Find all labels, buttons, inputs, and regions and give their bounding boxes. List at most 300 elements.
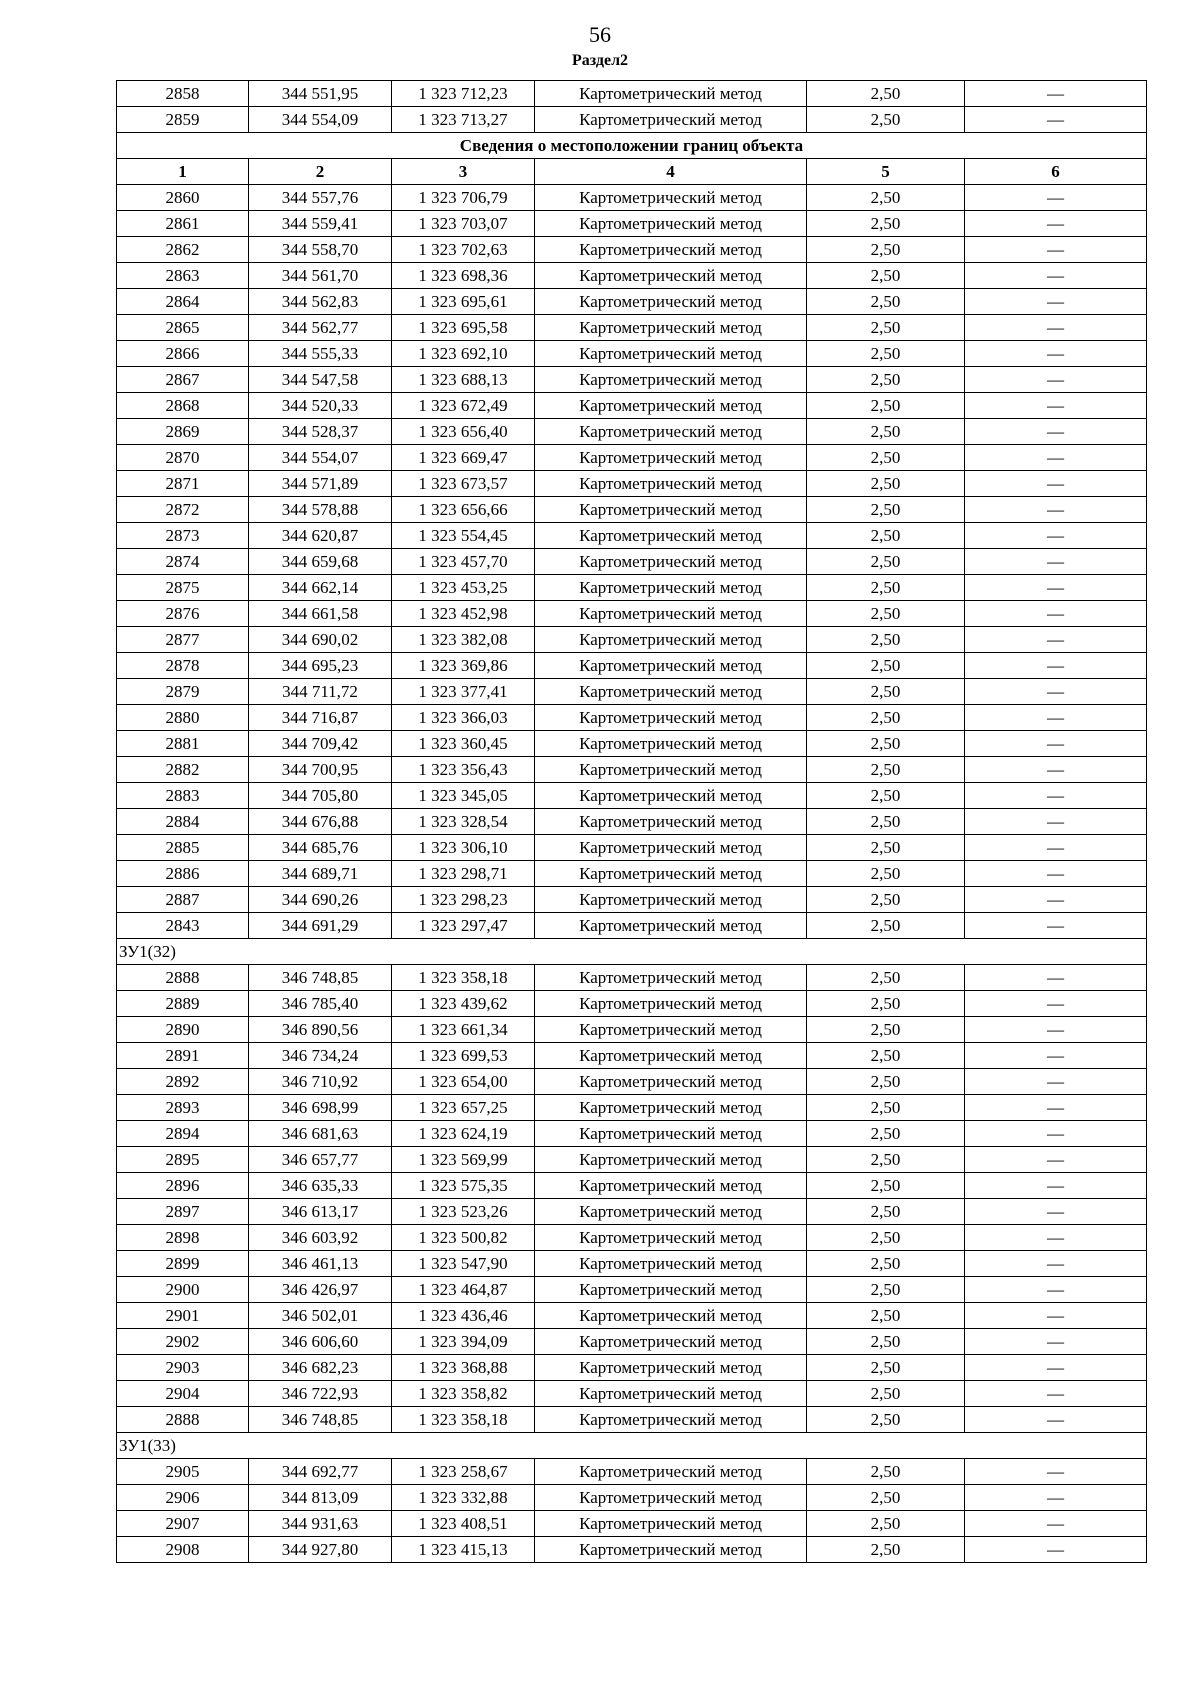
table-row xyxy=(117,1459,1147,1485)
description-cell: — xyxy=(965,549,1147,575)
description-cell: — xyxy=(965,523,1147,549)
method-cell: Картометрический метод xyxy=(535,965,807,991)
x-coordinate-cell: 344 931,63 xyxy=(249,1511,392,1537)
point-number-cell: 2884 xyxy=(117,809,249,835)
column-header: 3 xyxy=(392,159,535,185)
description-cell: — xyxy=(965,1355,1147,1381)
description-cell: — xyxy=(965,1121,1147,1147)
table-row xyxy=(117,497,1147,523)
point-number-cell: 2886 xyxy=(117,861,249,887)
method-cell: Картометрический метод xyxy=(535,289,807,315)
x-coordinate-cell: 346 426,97 xyxy=(249,1277,392,1303)
accuracy-cell: 2,50 xyxy=(807,1225,965,1251)
method-cell: Картометрический метод xyxy=(535,1485,807,1511)
y-coordinate-cell: 1 323 358,18 xyxy=(392,965,535,991)
x-coordinate-cell: 346 606,60 xyxy=(249,1329,392,1355)
table-row xyxy=(117,341,1147,367)
point-number-cell: 2881 xyxy=(117,731,249,757)
table-row xyxy=(117,81,1147,107)
accuracy-cell: 2,50 xyxy=(807,185,965,211)
point-number-cell: 2885 xyxy=(117,835,249,861)
point-number-cell: 2861 xyxy=(117,211,249,237)
method-cell: Картометрический метод xyxy=(535,861,807,887)
accuracy-cell: 2,50 xyxy=(807,523,965,549)
table-row xyxy=(117,315,1147,341)
x-coordinate-cell: 346 734,24 xyxy=(249,1043,392,1069)
point-number-cell: 2904 xyxy=(117,1381,249,1407)
method-cell: Картометрический метод xyxy=(535,1459,807,1485)
method-cell: Картометрический метод xyxy=(535,263,807,289)
x-coordinate-cell: 344 709,42 xyxy=(249,731,392,757)
x-coordinate-cell: 344 676,88 xyxy=(249,809,392,835)
section-title: Раздел2 xyxy=(571,52,629,69)
accuracy-cell: 2,50 xyxy=(807,991,965,1017)
accuracy-cell: 2,50 xyxy=(807,965,965,991)
accuracy-cell: 2,50 xyxy=(807,471,965,497)
point-number-cell: 2893 xyxy=(117,1095,249,1121)
description-cell: — xyxy=(965,1199,1147,1225)
accuracy-cell: 2,50 xyxy=(807,1303,965,1329)
table-row xyxy=(117,471,1147,497)
accuracy-cell: 2,50 xyxy=(807,1355,965,1381)
method-cell: Картометрический метод xyxy=(535,1225,807,1251)
x-coordinate-cell: 344 690,26 xyxy=(249,887,392,913)
y-coordinate-cell: 1 323 360,45 xyxy=(392,731,535,757)
description-cell: — xyxy=(965,1251,1147,1277)
description-cell: — xyxy=(965,315,1147,341)
accuracy-cell: 2,50 xyxy=(807,627,965,653)
point-number-cell: 2870 xyxy=(117,445,249,471)
y-coordinate-cell: 1 323 453,25 xyxy=(392,575,535,601)
x-coordinate-cell: 344 557,76 xyxy=(249,185,392,211)
accuracy-cell: 2,50 xyxy=(807,1381,965,1407)
table-row xyxy=(117,887,1147,913)
point-number-cell: 2869 xyxy=(117,419,249,445)
point-number-cell: 2865 xyxy=(117,315,249,341)
y-coordinate-cell: 1 323 368,88 xyxy=(392,1355,535,1381)
point-number-cell: 2898 xyxy=(117,1225,249,1251)
description-cell: — xyxy=(965,783,1147,809)
table-row xyxy=(117,601,1147,627)
accuracy-cell: 2,50 xyxy=(807,1173,965,1199)
table-body xyxy=(117,81,1147,1563)
y-coordinate-cell: 1 323 554,45 xyxy=(392,523,535,549)
method-cell: Картометрический метод xyxy=(535,419,807,445)
x-coordinate-cell: 344 555,33 xyxy=(249,341,392,367)
method-cell: Картометрический метод xyxy=(535,679,807,705)
description-cell: — xyxy=(965,497,1147,523)
x-coordinate-cell: 344 813,09 xyxy=(249,1485,392,1511)
method-cell: Картометрический метод xyxy=(535,757,807,783)
point-number-cell: 2887 xyxy=(117,887,249,913)
x-coordinate-cell: 344 661,58 xyxy=(249,601,392,627)
x-coordinate-cell: 344 620,87 xyxy=(249,523,392,549)
x-coordinate-cell: 344 700,95 xyxy=(249,757,392,783)
point-number-cell: 2906 xyxy=(117,1485,249,1511)
point-number-cell: 2871 xyxy=(117,471,249,497)
x-coordinate-cell: 344 562,77 xyxy=(249,315,392,341)
parcel-group-row xyxy=(117,939,1147,965)
x-coordinate-cell: 344 685,76 xyxy=(249,835,392,861)
accuracy-cell: 2,50 xyxy=(807,263,965,289)
description-cell: — xyxy=(965,289,1147,315)
table-row xyxy=(117,1121,1147,1147)
description-cell: — xyxy=(965,107,1147,133)
description-cell: — xyxy=(965,1329,1147,1355)
description-cell: — xyxy=(965,913,1147,939)
accuracy-cell: 2,50 xyxy=(807,1511,965,1537)
method-cell: Картометрический метод xyxy=(535,809,807,835)
table-row xyxy=(117,185,1147,211)
point-number-cell: 2896 xyxy=(117,1173,249,1199)
point-number-cell: 2908 xyxy=(117,1537,249,1563)
point-number-cell: 2877 xyxy=(117,627,249,653)
table-row xyxy=(117,1095,1147,1121)
y-coordinate-cell: 1 323 366,03 xyxy=(392,705,535,731)
x-coordinate-cell: 346 461,13 xyxy=(249,1251,392,1277)
point-number-cell: 2859 xyxy=(117,107,249,133)
parcel-group-row xyxy=(117,1433,1147,1459)
description-cell: — xyxy=(965,731,1147,757)
method-cell: Картометрический метод xyxy=(535,315,807,341)
y-coordinate-cell: 1 323 382,08 xyxy=(392,627,535,653)
y-coordinate-cell: 1 323 523,26 xyxy=(392,1199,535,1225)
table-row xyxy=(117,1225,1147,1251)
x-coordinate-cell: 346 722,93 xyxy=(249,1381,392,1407)
table-row xyxy=(117,523,1147,549)
method-cell: Картометрический метод xyxy=(535,523,807,549)
accuracy-cell: 2,50 xyxy=(807,705,965,731)
x-coordinate-cell: 344 689,71 xyxy=(249,861,392,887)
y-coordinate-cell: 1 323 358,18 xyxy=(392,1407,535,1433)
x-coordinate-cell: 344 528,37 xyxy=(249,419,392,445)
x-coordinate-cell: 344 571,89 xyxy=(249,471,392,497)
x-coordinate-cell: 344 662,14 xyxy=(249,575,392,601)
y-coordinate-cell: 1 323 377,41 xyxy=(392,679,535,705)
point-number-cell: 2862 xyxy=(117,237,249,263)
table-row xyxy=(117,549,1147,575)
x-coordinate-cell: 344 558,70 xyxy=(249,237,392,263)
point-number-cell: 2866 xyxy=(117,341,249,367)
table-row xyxy=(117,1303,1147,1329)
x-coordinate-cell: 344 690,02 xyxy=(249,627,392,653)
table-row xyxy=(117,627,1147,653)
description-cell: — xyxy=(965,1043,1147,1069)
description-cell: — xyxy=(965,1277,1147,1303)
y-coordinate-cell: 1 323 669,47 xyxy=(392,445,535,471)
description-cell: — xyxy=(965,81,1147,107)
table-row xyxy=(117,1329,1147,1355)
y-coordinate-cell: 1 323 706,79 xyxy=(392,185,535,211)
x-coordinate-cell: 344 559,41 xyxy=(249,211,392,237)
y-coordinate-cell: 1 323 394,09 xyxy=(392,1329,535,1355)
x-coordinate-cell: 346 748,85 xyxy=(249,965,392,991)
x-coordinate-cell: 344 554,09 xyxy=(249,107,392,133)
y-coordinate-cell: 1 323 569,99 xyxy=(392,1147,535,1173)
point-number-cell: 2897 xyxy=(117,1199,249,1225)
point-number-cell: 2900 xyxy=(117,1277,249,1303)
x-coordinate-cell: 346 681,63 xyxy=(249,1121,392,1147)
description-cell: — xyxy=(965,809,1147,835)
method-cell: Картометрический метод xyxy=(535,705,807,731)
point-number-cell: 2867 xyxy=(117,367,249,393)
table-row xyxy=(117,861,1147,887)
method-cell: Картометрический метод xyxy=(535,367,807,393)
description-cell: — xyxy=(965,679,1147,705)
accuracy-cell: 2,50 xyxy=(807,757,965,783)
point-number-cell: 2895 xyxy=(117,1147,249,1173)
table-row xyxy=(117,757,1147,783)
description-cell: — xyxy=(965,419,1147,445)
method-cell: Картометрический метод xyxy=(535,1173,807,1199)
y-coordinate-cell: 1 323 258,67 xyxy=(392,1459,535,1485)
table-row xyxy=(117,445,1147,471)
point-number-cell: 2864 xyxy=(117,289,249,315)
table-row xyxy=(117,1173,1147,1199)
x-coordinate-cell: 344 547,58 xyxy=(249,367,392,393)
description-cell: — xyxy=(965,965,1147,991)
accuracy-cell: 2,50 xyxy=(807,393,965,419)
method-cell: Картометрический метод xyxy=(535,1017,807,1043)
x-coordinate-cell: 346 698,99 xyxy=(249,1095,392,1121)
accuracy-cell: 2,50 xyxy=(807,419,965,445)
accuracy-cell: 2,50 xyxy=(807,1147,965,1173)
x-coordinate-cell: 344 562,83 xyxy=(249,289,392,315)
y-coordinate-cell: 1 323 703,07 xyxy=(392,211,535,237)
y-coordinate-cell: 1 323 692,10 xyxy=(392,341,535,367)
accuracy-cell: 2,50 xyxy=(807,549,965,575)
description-cell: — xyxy=(965,393,1147,419)
column-header: 2 xyxy=(249,159,392,185)
description-cell: — xyxy=(965,1017,1147,1043)
description-cell: — xyxy=(965,1147,1147,1173)
y-coordinate-cell: 1 323 672,49 xyxy=(392,393,535,419)
method-cell: Картометрический метод xyxy=(535,991,807,1017)
table-row xyxy=(117,107,1147,133)
x-coordinate-cell: 344 711,72 xyxy=(249,679,392,705)
accuracy-cell: 2,50 xyxy=(807,887,965,913)
table-row xyxy=(117,1147,1147,1173)
y-coordinate-cell: 1 323 369,86 xyxy=(392,653,535,679)
description-cell: — xyxy=(965,991,1147,1017)
description-cell: — xyxy=(965,1069,1147,1095)
x-coordinate-cell: 344 520,33 xyxy=(249,393,392,419)
method-cell: Картометрический метод xyxy=(535,1147,807,1173)
point-number-cell: 2889 xyxy=(117,991,249,1017)
table-row xyxy=(117,1199,1147,1225)
y-coordinate-cell: 1 323 688,13 xyxy=(392,367,535,393)
description-cell: — xyxy=(965,237,1147,263)
y-coordinate-cell: 1 323 575,35 xyxy=(392,1173,535,1199)
x-coordinate-cell: 344 716,87 xyxy=(249,705,392,731)
table-row xyxy=(117,393,1147,419)
method-cell: Картометрический метод xyxy=(535,913,807,939)
accuracy-cell: 2,50 xyxy=(807,783,965,809)
point-number-cell: 2888 xyxy=(117,965,249,991)
column-header-row xyxy=(117,159,1147,185)
accuracy-cell: 2,50 xyxy=(807,913,965,939)
method-cell: Картометрический метод xyxy=(535,1511,807,1537)
description-cell: — xyxy=(965,653,1147,679)
y-coordinate-cell: 1 323 657,25 xyxy=(392,1095,535,1121)
point-number-cell: 2899 xyxy=(117,1251,249,1277)
column-header: 5 xyxy=(807,159,965,185)
accuracy-cell: 2,50 xyxy=(807,1485,965,1511)
x-coordinate-cell: 346 635,33 xyxy=(249,1173,392,1199)
point-number-cell: 2894 xyxy=(117,1121,249,1147)
table-row xyxy=(117,1407,1147,1433)
column-header: 4 xyxy=(535,159,807,185)
y-coordinate-cell: 1 323 328,54 xyxy=(392,809,535,835)
accuracy-cell: 2,50 xyxy=(807,1251,965,1277)
accuracy-cell: 2,50 xyxy=(807,861,965,887)
x-coordinate-cell: 346 890,56 xyxy=(249,1017,392,1043)
y-coordinate-cell: 1 323 698,36 xyxy=(392,263,535,289)
method-cell: Картометрический метод xyxy=(535,549,807,575)
y-coordinate-cell: 1 323 356,43 xyxy=(392,757,535,783)
method-cell: Картометрический метод xyxy=(535,835,807,861)
x-coordinate-cell: 344 578,88 xyxy=(249,497,392,523)
y-coordinate-cell: 1 323 699,53 xyxy=(392,1043,535,1069)
x-coordinate-cell: 344 691,29 xyxy=(249,913,392,939)
accuracy-cell: 2,50 xyxy=(807,237,965,263)
x-coordinate-cell: 346 710,92 xyxy=(249,1069,392,1095)
method-cell: Картометрический метод xyxy=(535,211,807,237)
point-number-cell: 2863 xyxy=(117,263,249,289)
x-coordinate-cell: 346 682,23 xyxy=(249,1355,392,1381)
y-coordinate-cell: 1 323 345,05 xyxy=(392,783,535,809)
y-coordinate-cell: 1 323 661,34 xyxy=(392,1017,535,1043)
x-coordinate-cell: 344 927,80 xyxy=(249,1537,392,1563)
accuracy-cell: 2,50 xyxy=(807,1199,965,1225)
y-coordinate-cell: 1 323 457,70 xyxy=(392,549,535,575)
table-row xyxy=(117,1017,1147,1043)
point-number-cell: 2879 xyxy=(117,679,249,705)
method-cell: Картометрический метод xyxy=(535,601,807,627)
column-header: 1 xyxy=(117,159,249,185)
table-row xyxy=(117,367,1147,393)
accuracy-cell: 2,50 xyxy=(807,1277,965,1303)
point-number-cell: 2901 xyxy=(117,1303,249,1329)
y-coordinate-cell: 1 323 500,82 xyxy=(392,1225,535,1251)
point-number-cell: 2873 xyxy=(117,523,249,549)
y-coordinate-cell: 1 323 702,63 xyxy=(392,237,535,263)
table-row xyxy=(117,263,1147,289)
description-cell: — xyxy=(965,1511,1147,1537)
method-cell: Картометрический метод xyxy=(535,185,807,211)
table-row xyxy=(117,679,1147,705)
method-cell: Картометрический метод xyxy=(535,1069,807,1095)
point-number-cell: 2860 xyxy=(117,185,249,211)
table-row xyxy=(117,575,1147,601)
table-row xyxy=(117,965,1147,991)
point-number-cell: 2858 xyxy=(117,81,249,107)
table-row xyxy=(117,731,1147,757)
y-coordinate-cell: 1 323 408,51 xyxy=(392,1511,535,1537)
method-cell: Картометрический метод xyxy=(535,445,807,471)
description-cell: — xyxy=(965,705,1147,731)
point-number-cell: 2880 xyxy=(117,705,249,731)
y-coordinate-cell: 1 323 358,82 xyxy=(392,1381,535,1407)
accuracy-cell: 2,50 xyxy=(807,1017,965,1043)
method-cell: Картометрический метод xyxy=(535,627,807,653)
y-coordinate-cell: 1 323 297,47 xyxy=(392,913,535,939)
accuracy-cell: 2,50 xyxy=(807,601,965,627)
description-cell: — xyxy=(965,1173,1147,1199)
method-cell: Картометрический метод xyxy=(535,497,807,523)
point-number-cell: 2903 xyxy=(117,1355,249,1381)
description-cell: — xyxy=(965,757,1147,783)
accuracy-cell: 2,50 xyxy=(807,315,965,341)
description-cell: — xyxy=(965,263,1147,289)
table-row xyxy=(117,211,1147,237)
accuracy-cell: 2,50 xyxy=(807,1069,965,1095)
y-coordinate-cell: 1 323 306,10 xyxy=(392,835,535,861)
table-row xyxy=(117,809,1147,835)
table-row xyxy=(117,1355,1147,1381)
accuracy-cell: 2,50 xyxy=(807,211,965,237)
point-number-cell: 2890 xyxy=(117,1017,249,1043)
x-coordinate-cell: 344 554,07 xyxy=(249,445,392,471)
y-coordinate-cell: 1 323 452,98 xyxy=(392,601,535,627)
point-number-cell: 2902 xyxy=(117,1329,249,1355)
point-number-cell: 2868 xyxy=(117,393,249,419)
x-coordinate-cell: 344 695,23 xyxy=(249,653,392,679)
table-caption-row xyxy=(117,133,1147,159)
y-coordinate-cell: 1 323 624,19 xyxy=(392,1121,535,1147)
description-cell: — xyxy=(965,1537,1147,1563)
description-cell: — xyxy=(965,471,1147,497)
x-coordinate-cell: 344 561,70 xyxy=(249,263,392,289)
description-cell: — xyxy=(965,445,1147,471)
method-cell: Картометрический метод xyxy=(535,1199,807,1225)
y-coordinate-cell: 1 323 695,61 xyxy=(392,289,535,315)
table-row xyxy=(117,705,1147,731)
accuracy-cell: 2,50 xyxy=(807,1537,965,1563)
table-row xyxy=(117,237,1147,263)
table-row xyxy=(117,991,1147,1017)
method-cell: Картометрический метод xyxy=(535,81,807,107)
description-cell: — xyxy=(965,1095,1147,1121)
table-row xyxy=(117,1251,1147,1277)
accuracy-cell: 2,50 xyxy=(807,1043,965,1069)
point-number-cell: 2878 xyxy=(117,653,249,679)
y-coordinate-cell: 1 323 654,00 xyxy=(392,1069,535,1095)
x-coordinate-cell: 344 659,68 xyxy=(249,549,392,575)
description-cell: — xyxy=(965,211,1147,237)
x-coordinate-cell: 346 785,40 xyxy=(249,991,392,1017)
table-row xyxy=(117,419,1147,445)
accuracy-cell: 2,50 xyxy=(807,445,965,471)
y-coordinate-cell: 1 323 332,88 xyxy=(392,1485,535,1511)
y-coordinate-cell: 1 323 695,58 xyxy=(392,315,535,341)
parcel-group-label: ЗУ1(32) xyxy=(117,939,1147,965)
description-cell: — xyxy=(965,1225,1147,1251)
y-coordinate-cell: 1 323 656,40 xyxy=(392,419,535,445)
x-coordinate-cell: 346 502,01 xyxy=(249,1303,392,1329)
y-coordinate-cell: 1 323 547,90 xyxy=(392,1251,535,1277)
point-number-cell: 2843 xyxy=(117,913,249,939)
point-number-cell: 2872 xyxy=(117,497,249,523)
table-row xyxy=(117,653,1147,679)
point-number-cell: 2875 xyxy=(117,575,249,601)
method-cell: Картометрический метод xyxy=(535,1095,807,1121)
y-coordinate-cell: 1 323 464,87 xyxy=(392,1277,535,1303)
table-row xyxy=(117,1277,1147,1303)
method-cell: Картометрический метод xyxy=(535,1121,807,1147)
method-cell: Картометрический метод xyxy=(535,1251,807,1277)
method-cell: Картометрический метод xyxy=(535,575,807,601)
